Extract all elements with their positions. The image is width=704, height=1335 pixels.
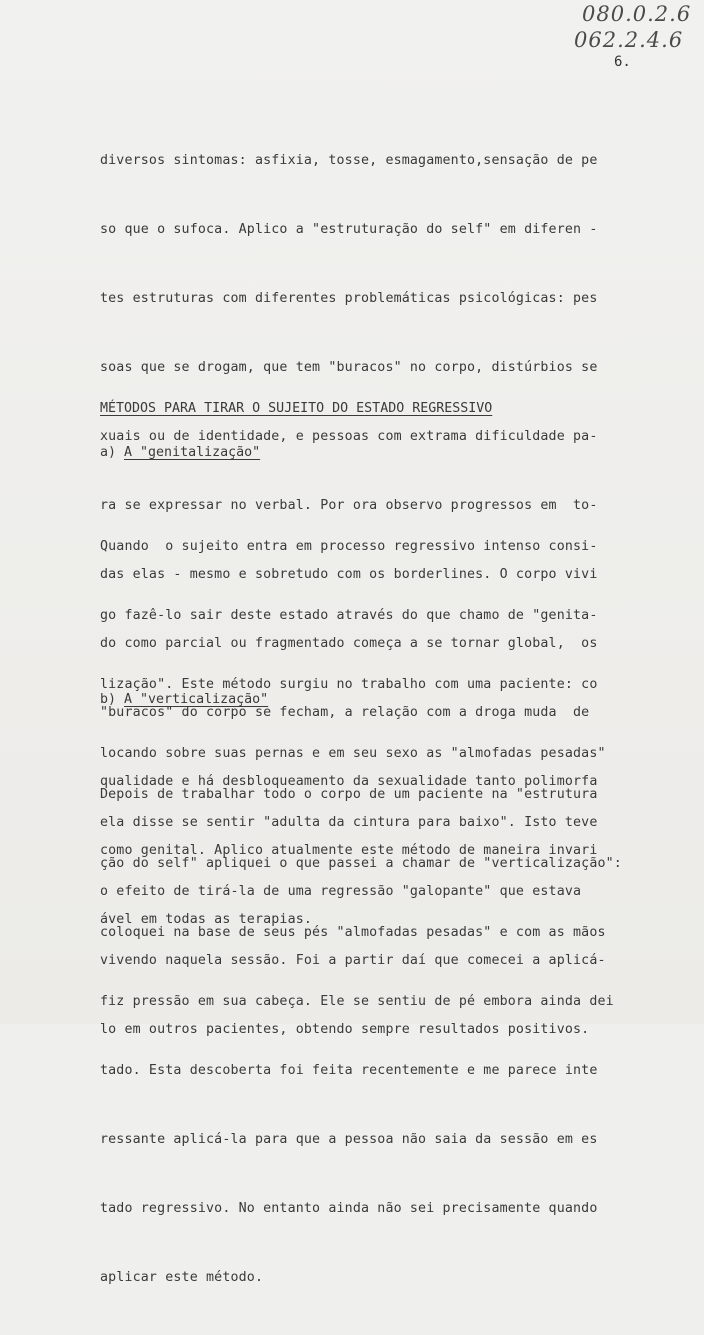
text-line: "buracos" do corpo se fecham, a relação com a droga muda de [100,705,590,720]
subsection-b [100,692,268,707]
text-line: como genital. Aplico atualmente este método de maneira invari [100,843,598,858]
text-line: so que o sufoca. Aplico a "estruturação do self" em diferen - [100,222,598,237]
text-line: qualidade e há desbloqueamento da sexualidade tanto polimorfa [100,774,598,789]
text-line: xuais ou de identidade, e pessoas com extrama dificuldade pa- [100,429,598,444]
text-line: ela disse se sentir "adulta da cintura para baixo". Isto teve [100,815,598,830]
text-line: das elas - mesmo e sobretudo com os borderlines. O corpo vivi [100,567,598,582]
text-line: Quando o sujeito entra em processo regressivo intenso consi- [100,539,598,554]
subsection-a-title: A "genitalização" [124,445,261,460]
text-line: tes estruturas com diferentes problemáticas psicológicas: pes [100,291,598,306]
text-line: lo em outros pacientes, obtendo sempre resultados positivos. [100,1022,590,1037]
text-line: coloquei na base de seus pés "almofadas pesadas" e com as mãos [100,925,606,940]
text-line: ável em todas as terapias. [100,912,313,927]
text-line: ra se expressar no verbal. Por ora observo progressos em to- [100,498,598,513]
text-line: diversos sintomas: asfixia, tosse, esmagamento,sensação de pe [100,153,598,168]
text-line: go fazê-lo sair deste estado através do que chamo de "genita- [100,608,598,623]
subsection-b-prefix: b) [100,692,125,707]
text-line: soas que se drogam, que tem "buracos" no corpo, distúrbios se [100,360,598,375]
paragraph-3 [100,737,622,1335]
text-line: o efeito de tirá-la de uma regressão "galopante" que estava [100,884,582,899]
text-line: fiz pressão em sua cabeça. Ele se sentiu de pé embora ainda dei [100,994,614,1009]
text-line: do como parcial ou fragmentado começa a se tornar global, os [100,636,598,651]
text-line: lização". Este método surgiu no trabalho com uma paciente: co [100,677,598,692]
text-line: vivendo naquela sessão. Foi a partir daí que comecei a aplicá- [100,953,606,968]
text-line: tado. Esta descoberta foi feita recentemente e me parece inte [100,1063,598,1078]
subsection-b-title: A "verticalização" [124,692,269,707]
handwritten-code-1: 080.0.2.6 [582,2,692,26]
text-line: ção do self" apliquei o que passei a chamar de "verticalização": [100,856,622,871]
subsection-a [100,445,260,460]
text-line: aplicar este método. [100,1270,264,1285]
text-line: Depois de trabalhar todo o corpo de um paciente na "estrutura [100,787,598,802]
text-line: locando sobre suas pernas e em seu sexo as "almofadas pesadas" [100,746,606,761]
text-line: ressante aplicá-la para que a pessoa não saia da sessão em es [100,1132,598,1147]
page-number: 6. [614,54,631,70]
subsection-a-prefix: a) [100,445,125,460]
text-line: tado regressivo. No entanto ainda não sei precisamente quando [100,1201,598,1216]
section-title: MÉTODOS PARA TIRAR O SUJEITO DO ESTADO REGRESSIVO [100,401,493,416]
handwritten-code-2: 062.2.4.6 [574,28,684,52]
